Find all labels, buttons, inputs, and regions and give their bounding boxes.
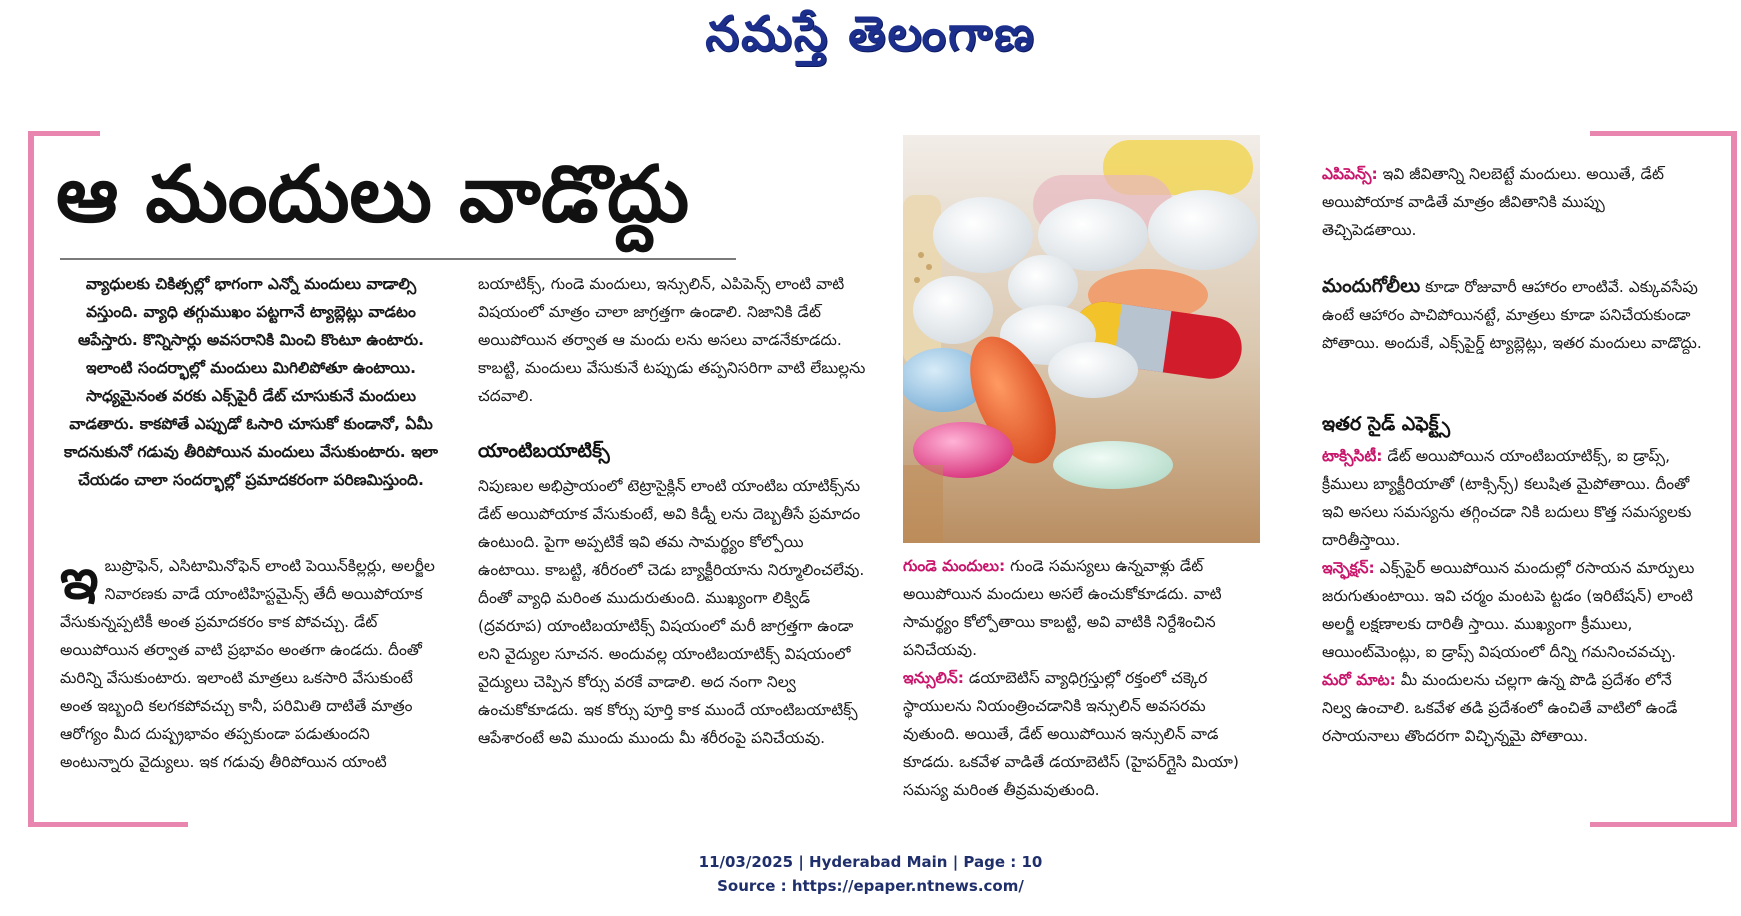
drop-cap: ఇ — [60, 547, 99, 612]
infection-text: ఎక్స్‌పైర్ అయిపోయిన మందుల్లో రసాయన మార్పులు జరుగుతుంటాయి. ఇవి చర్మం మంటపె ట్టడం (ఇరిటేషన్) లాంటి అలర్జీ లక్షణాలకు దారితీ స్తాయి. ముఖ్యంగా క్రీములు, ఆయింట్‌మెంట్లు, ఐ డ్రాప్స్ విషయంలో దీన్ని గమనించవచ్చు. — [1322, 559, 1695, 661]
infection-paragraph — [1322, 554, 1702, 666]
intro-paragraph: వ్యాధులకు చికిత్సల్లో భాగంగా ఎన్నో మందులు వాడాల్సి వస్తుంది. వ్యాధి తగ్గుముఖం పట్టగానే ట్యాబ్లెట్లు వాడటం ఆపేస్తారు. కొన్నిసార్లు అవసరానికి మించి కొంటూ ఉంటారు. ఇలాంటి సందర్భాల్లో మందులు మిగిలిపోతూ ఉంటాయి. సాధ్యమైనంత వరకు ఎక్స్‌పైరీ డేట్ చూసుకునే మందులు వాడతారు. కాకపోతే ఎప్పుడో ఓసారి చూసుకో కుండానో, ఏమీ కాదనుకునో గడువు తీరిపోయిన మందులు వేసుకుంటారు. ఇలా చేయడం చాలా సందర్భాల్లో ప్రమాదకరంగా పరిణమిస్తుంది. — [63, 275, 438, 489]
pills-paragraph — [1322, 272, 1702, 357]
headline-divider — [60, 258, 736, 260]
frame-left-border — [28, 131, 34, 827]
toxicity-paragraph — [1322, 442, 1702, 554]
body-column-2-top: బయాటిక్స్, గుండె మందులు, ఇన్సులిన్, ఎపిపెన్స్ లాంటి వాటి విషయంలో మాత్రం చాలా జాగ్రత్తగా ఉండాలి. నిజానికి డేట్ అయిపోయిన తర్వాత ఆ మందు లను అసలు వాడనేకూడదు. కాబట్టి, మందులు వేసుకునే టప్పుడు తప్పనిసరిగా వాటి లేబుల్లను చదవాలి. — [478, 275, 866, 405]
frame-right-bottom-border — [1590, 822, 1737, 827]
toxicity-label: టాక్సిసిటీ: — [1322, 447, 1383, 465]
body-column-3 — [903, 552, 1263, 804]
epipens-paragraph — [1322, 160, 1702, 244]
insulin-label: ఇన్సులిన్: — [903, 669, 964, 687]
heart-medicine-label: గుండె మందులు: — [903, 557, 1006, 575]
side-effects-heading: ఇతర సైడ్ ఎఫెక్ట్స్ — [1322, 413, 1450, 435]
antibiotics-heading: యాంటిబయాటిక్స్ — [478, 440, 610, 462]
insulin-text: డయాబెటిస్ వ్యాధిగ్రస్తుల్లో రక్తంలో చక్కెర స్థాయులను నియంత్రించడానికి ఇన్సులిన్ అవసరమ వుతుంది. అయితే, డేట్ అయిపోయిన ఇన్సులిన్ వాడ కూడదు. ఒకవేళ వాడితే డయాబెటిస్ (హైపర్‌గ్లైసి మియా) సమస్య మరింత తీవ్రమవుతుంది. — [903, 669, 1239, 799]
heart-medicine-paragraph — [903, 552, 1263, 664]
pills-text: కూడా రోజువారీ ఆహారం లాంటివే. ఎక్కువసేపు ఉంటే ఆహారం పాచిపోయినట్టే, మాత్రలు కూడా పనిచేయకుండా పోతాయి. అందుకే, ఎక్స్‌పైర్డ్ ట్యాబ్లెట్లు, ఇతర మందులు వాడొద్దు. — [1322, 278, 1702, 352]
another-point-label: మరో మాట: — [1322, 671, 1396, 689]
insulin-paragraph — [903, 664, 1263, 804]
footer-source-link[interactable]: Source : https://epaper.ntnews.com/ — [717, 877, 1024, 895]
frame-left-bottom-border — [28, 822, 188, 827]
article-headline: ఆ మందులు వాడొద్దు — [56, 150, 690, 240]
frame-right-top-border — [1590, 131, 1737, 136]
pills-bold-lead: మందుగోలీలు — [1322, 275, 1421, 297]
masthead-title: నమస్తే తెలంగాణ — [705, 6, 1036, 62]
body-column-1 — [60, 547, 442, 776]
epipens-label: ఎపిపెన్స్: — [1322, 165, 1378, 183]
heart-medicine-text: గుండె సమస్యలు ఉన్నవాళ్లు డేట్ అయిపోయిన మందులు అసలే ఉంచుకోకూడదు. వాటి సామర్థ్యం కోల్పోతాయి కాబట్టి, అవి వాటికి నిర్దేశించిన పనిచేయవు. — [903, 557, 1222, 659]
body-text-1: బుప్రొఫెన్, ఎసిటామినోఫెన్ లాంటి పెయిన్‌కిల్లర్లు, అలర్జీల నివారణకు వాడే యాంటిహిస్టమైన్స్ తేదీ అయిపోయాక వేసుకున్నప్పటికీ అంత ప్రమాదకరం కాక పోవచ్చు. డేట్ అయిపోయిన తర్వాత వాటి ప్రభావం అంతగా ఉండదు. దీంతో మరిన్ని వేసుకుంటారు. ఇలాంటి మాత్రలు ఒకసారి వేసుకుంటే అంత ఇబ్బంది కలగకపోవచ్చు కానీ, పరిమితి దాటితే మాత్రం ఆరోగ్యం మీద దుష్ప్రభావం తప్పకుండా పడుతుందని అంటున్నారు వైద్యులు. ఇక గడువు తీరిపోయిన యాంటి — [60, 557, 435, 771]
another-point-paragraph — [1322, 666, 1702, 750]
infection-label: ఇన్ఫెక్షన్: — [1322, 559, 1375, 577]
footer-edition-info: 11/03/2025 | Hyderabad Main | Page : 10 — [698, 853, 1043, 871]
pills-photo — [903, 135, 1260, 543]
side-effects-list — [1322, 442, 1702, 750]
frame-left-top-border — [28, 131, 100, 136]
frame-right-border — [1731, 131, 1737, 827]
epipens-text: ఇవి జీవితాన్ని నిలబెట్టే మందులు. అయితే, డేట్ అయిపోయాక వాడితే మాత్రం జీవితానికి ముప్పు తెచ్చిపెడతాయి. — [1322, 165, 1664, 239]
another-point-text: మీ మందులను చల్లగా ఉన్న పొడి ప్రదేశం లోనే నిల్వ ఉంచాలి. ఒకవేళ తడి ప్రదేశంలో ఉంచితే వాటిలో ఉండే రసాయనాలు తొందరగా విచ్ఛిన్నమై పోతాయి. — [1322, 671, 1678, 745]
toxicity-text: డేట్ అయిపోయిన యాంటిబయాటిక్స్, ఐ డ్రాప్స్, క్రీములు బ్యాక్టీరియాతో (టాక్సిన్స్) కలుషిత మైపోతాయి. దీంతో ఇవి అసలు సమస్యను తగ్గించడా నికి బదులు కొత్త సమస్యలకు దారితీస్తాయి. — [1322, 447, 1692, 549]
antibiotics-paragraph: నిపుణుల అభిప్రాయంలో టెట్రాసైక్లిన్ లాంటి యాంటిబ యాటిక్స్‌ను డేట్ అయిపోయాక వేసుకుంటే, అవి కిడ్నీ లను దెబ్బతీసే ప్రమాదం ఉంటుంది. పైగా అప్పటికే ఇవి తమ సామర్థ్యం కోల్పోయి ఉంటాయి. కాబట్టి, శరీరంలో చెడు బ్యాక్టీరియాను నిర్మూలించలేవు. దీంతో వ్యాధి మరింత ముదురుతుంది. ముఖ్యంగా లిక్విడ్ (ద్రవరూప) యాంటిబయాటిక్స్ విషయంలో మరీ జాగ్రత్తగా ఉండా లని వైద్యుల సూచన. అందువల్ల యాంటిబయాటిక్స్ విషయంలో వైద్యులు చెప్పిన కోర్సు వరకే వాడాలి. అద నంగా నిల్వ ఉంచుకోకూడదు. ఇక కోర్సు పూర్తి కాక ముందే యాంటిబయాటిక్స్ ఆపేశారంటే అవి ముందు ముందు మీ శరీరంపై పనిచేయవు. — [478, 477, 865, 747]
